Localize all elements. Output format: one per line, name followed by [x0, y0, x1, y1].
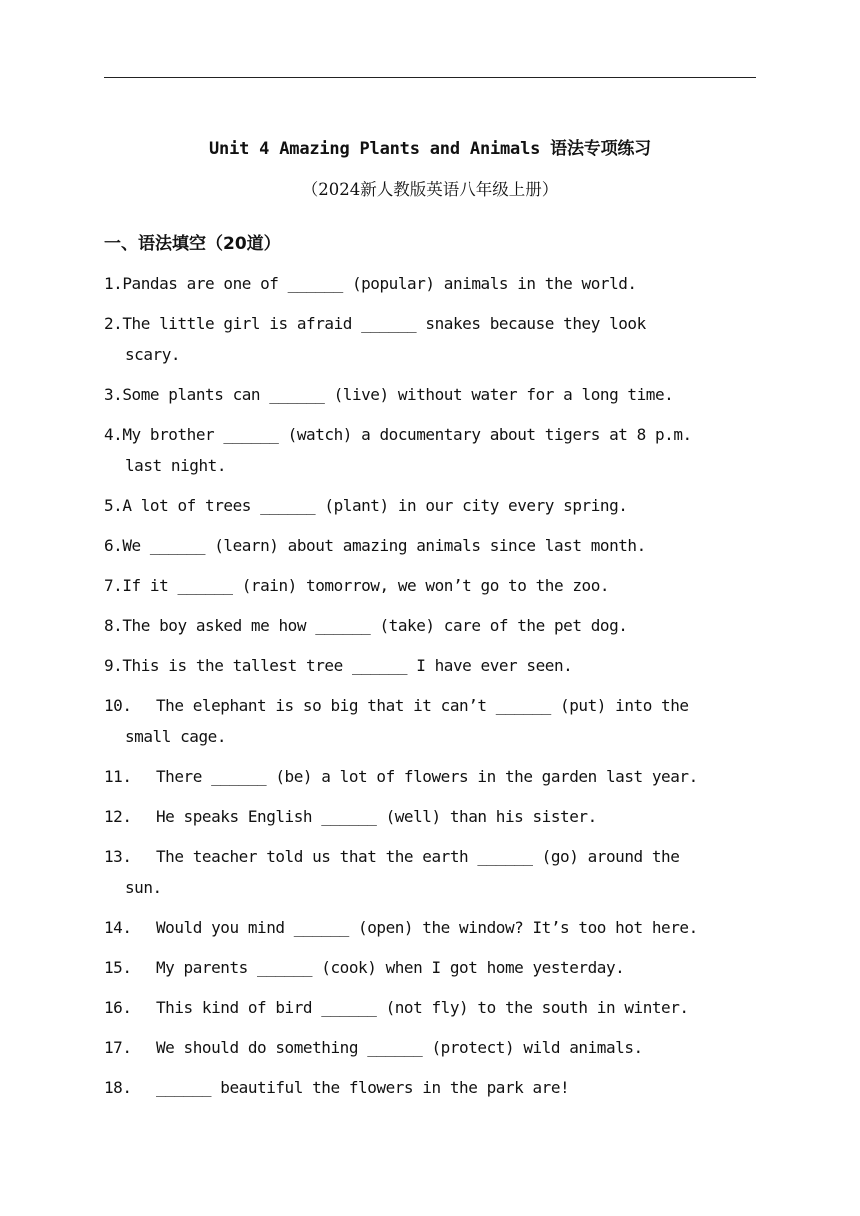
question-number: 2. — [104, 314, 123, 333]
question-item — [104, 268, 760, 299]
question-number: 7. — [104, 576, 123, 595]
question-text: Pandas are one of ______ (popular) animals in the world. — [122, 274, 637, 293]
question-number: 15. — [104, 958, 132, 977]
question-number: 4. — [104, 425, 123, 444]
question-item — [104, 530, 760, 561]
question-text: Some plants can ______ (live) without water for a long time. — [122, 385, 674, 404]
question-number: 1. — [104, 274, 123, 293]
question-text-continued: scary. — [125, 345, 181, 364]
question-number: 6. — [104, 536, 123, 555]
question-text: We ______ (learn) about amazing animals since last month. — [122, 536, 646, 555]
question-item — [104, 992, 760, 1023]
question-item — [104, 801, 760, 832]
question-text: The little girl is afraid ______ snakes because they look — [122, 314, 646, 333]
question-number: 3. — [104, 385, 123, 404]
header-rule — [104, 77, 756, 78]
question-number: 14. — [104, 918, 132, 937]
question-text: This is the tallest tree ______ I have ever seen. — [122, 656, 573, 675]
question-item — [104, 841, 760, 903]
question-number: 17. — [104, 1038, 132, 1057]
question-text: He speaks English ______ (well) than his sister. — [156, 807, 597, 826]
question-number: 18. — [104, 1078, 132, 1097]
question-text-continued: last night. — [125, 456, 227, 475]
question-item — [104, 912, 760, 943]
question-text: We should do something ______ (protect) wild animals. — [156, 1038, 643, 1057]
question-item — [104, 650, 760, 681]
question-item — [104, 610, 760, 641]
question-text: ______ beautiful the flowers in the park are! — [156, 1078, 570, 1097]
question-text: This kind of bird ______ (not fly) to the south in winter. — [156, 998, 689, 1017]
question-number: 11. — [104, 767, 132, 786]
question-text-continued: sun. — [125, 878, 162, 897]
question-text: The elephant is so big that it can’t ______ (put) into the — [156, 696, 689, 715]
question-item — [104, 1072, 760, 1103]
question-text: My parents ______ (cook) when I got home yesterday. — [156, 958, 625, 977]
question-text: My brother ______ (watch) a documentary about tigers at 8 p.m. — [122, 425, 692, 444]
question-item — [104, 419, 760, 481]
question-text: There ______ (be) a lot of flowers in the garden last year. — [156, 767, 698, 786]
question-text: If it ______ (rain) tomorrow, we won’t go to the zoo. — [122, 576, 610, 595]
question-number: 16. — [104, 998, 132, 1017]
question-list — [104, 268, 760, 1112]
question-item — [104, 308, 760, 370]
question-number: 5. — [104, 496, 123, 515]
question-item — [104, 952, 760, 983]
question-item — [104, 761, 760, 792]
question-text: The teacher told us that the earth ______ (go) around the — [156, 847, 680, 866]
question-text: The boy asked me how ______ (take) care of the pet dog. — [122, 616, 628, 635]
question-number: 13. — [104, 847, 132, 866]
section-heading: 一、语法填空（20道） — [104, 234, 281, 254]
question-item — [104, 570, 760, 601]
question-text: Would you mind ______ (open) the window? It’s too hot here. — [156, 918, 698, 937]
question-item — [104, 1032, 760, 1063]
question-number: 8. — [104, 616, 123, 635]
question-number: 9. — [104, 656, 123, 675]
question-item — [104, 379, 760, 410]
question-item — [104, 690, 760, 752]
question-text-continued: small cage. — [125, 727, 227, 746]
question-number: 12. — [104, 807, 132, 826]
page-title: Unit 4 Amazing Plants and Animals 语法专项练习 — [209, 139, 651, 159]
page-subtitle: （2024新人教版英语八年级上册） — [301, 180, 559, 199]
question-number: 10. — [104, 696, 132, 715]
question-text: A lot of trees ______ (plant) in our city every spring. — [122, 496, 628, 515]
question-item — [104, 490, 760, 521]
